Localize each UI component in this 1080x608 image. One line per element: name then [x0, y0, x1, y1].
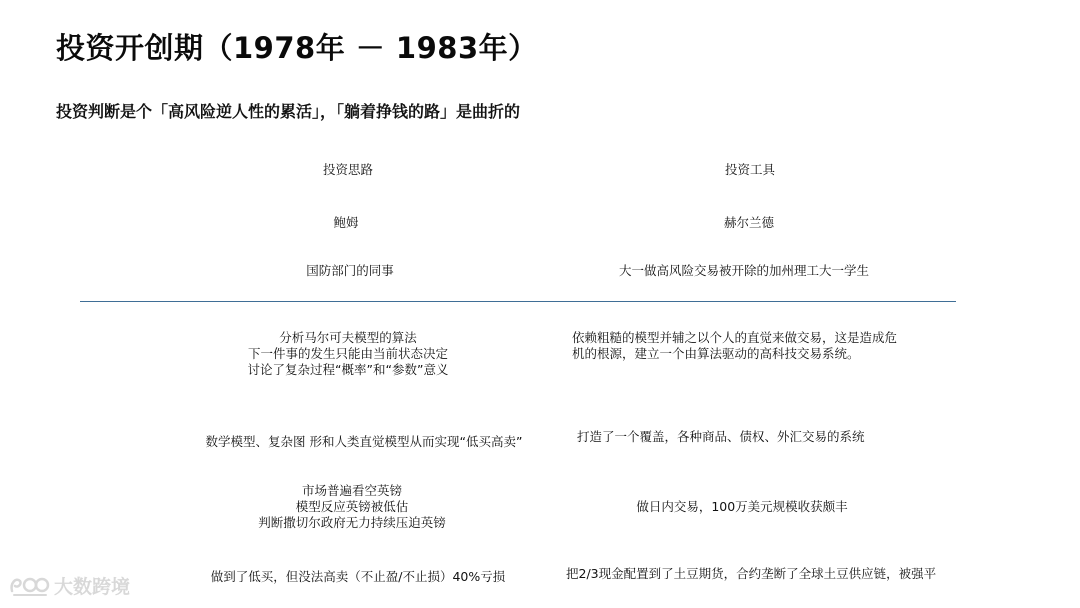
watermark-text: 大数跨境 — [54, 576, 131, 598]
row3-left-line1: 市场普遍看空英镑 — [301, 483, 403, 498]
section-divider — [80, 301, 956, 302]
row1-left-line3: 讨论了复杂过程“概率”和“参数”意义 — [247, 362, 449, 377]
row1-right-line1: 依赖粗糙的模型并辅之以个人的直觉来做交易，这是造成危 — [572, 330, 898, 345]
row2-left: 数学模型、复杂图 形和人类直觉模型从而实现“低买高卖” — [205, 434, 523, 449]
row1-left-line2: 下一件事的发生只能由当前状态决定 — [247, 346, 449, 361]
header-left-investment-idea: 投资思路 — [322, 162, 374, 177]
page-subtitle: 投资判断是个「高风险逆人性的累活」，「躺着挣钱的路」是曲折的 — [56, 102, 521, 121]
row3-right: 做日内交易，100万美元规模收获颇丰 — [636, 499, 848, 514]
person-left-baum: 鲍姆 — [333, 215, 359, 230]
person-right-herland: 赫尔兰德 — [723, 215, 775, 230]
watermark — [8, 572, 130, 599]
row3-left-line3: 判断撒切尔政府无力持续压迫英镑 — [258, 515, 446, 530]
header-right-investment-tool: 投资工具 — [724, 162, 776, 177]
row1-right-line2: 机的根源，建立一个由算法驱动的高科技交易系统。 — [572, 346, 860, 361]
page-title: 投资开创期（1978年 － 1983年） — [56, 31, 538, 65]
row1-left-line1: 分析马尔可夫模型的算法 — [279, 330, 417, 345]
role-left: 国防部门的同事 — [306, 263, 394, 278]
row4-right: 把2/3现金配置到了土豆期货，合约垄断了全球土豆供应链，被强平 — [566, 566, 937, 581]
row3-left-line2: 模型反应英镑被低估 — [295, 499, 409, 514]
brand-logo-icon — [8, 573, 50, 599]
row2-right: 打造了一个覆盖，各种商品、债权、外汇交易的系统 — [577, 429, 865, 444]
role-right: 大一做高风险交易被开除的加州理工大一学生 — [618, 263, 870, 278]
row4-left: 做到了低买，但没法高卖（不止盈/不止损）40%亏损 — [210, 569, 506, 584]
